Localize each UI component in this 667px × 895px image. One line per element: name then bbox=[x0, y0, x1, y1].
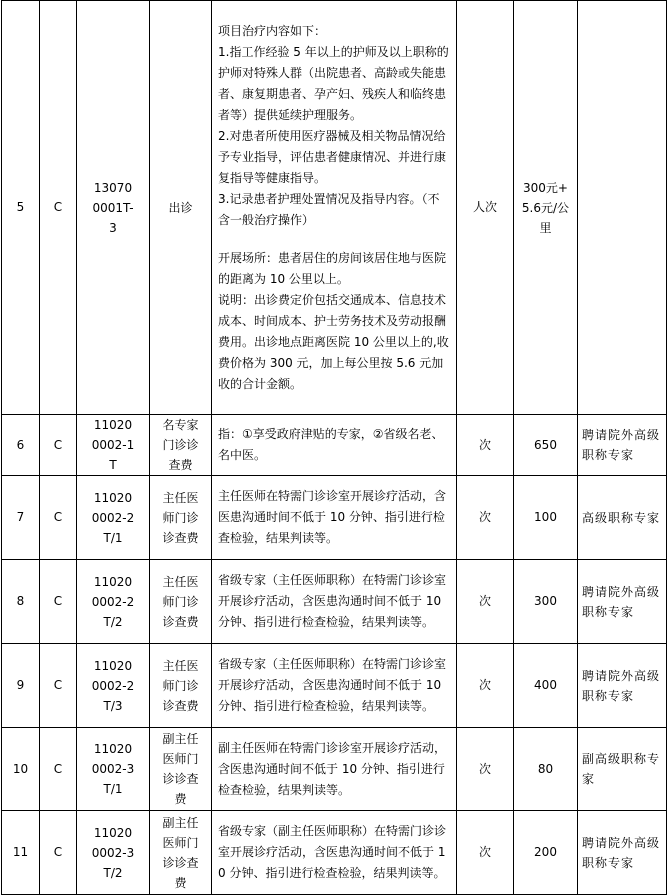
category: C bbox=[40, 415, 77, 476]
row-number: 8 bbox=[2, 560, 40, 644]
category: C bbox=[40, 560, 77, 644]
unit: 人次 bbox=[457, 1, 514, 415]
item-content: 主任医师在特需门诊诊室开展诊疗活动，含医患沟通时间不低于 10 分钟、指引进行检查检验，结果判读等。 bbox=[212, 476, 457, 560]
content-spacer bbox=[218, 231, 450, 248]
price: 300元+5.6元/公里 bbox=[514, 1, 578, 415]
item-name: 主任医师门诊诊查费 bbox=[150, 644, 212, 728]
price: 300 bbox=[514, 560, 578, 644]
unit: 次 bbox=[457, 415, 514, 476]
item-code: 110200002-3T/2 bbox=[77, 811, 150, 895]
item-name: 副主任医师门诊诊查费 bbox=[150, 728, 212, 811]
item-content bbox=[212, 1, 457, 415]
table-row bbox=[2, 644, 667, 728]
item-name: 名专家门诊诊查费 bbox=[150, 415, 212, 476]
price: 200 bbox=[514, 811, 578, 895]
table-row bbox=[2, 415, 667, 476]
note: 聘请院外高级职称专家 bbox=[578, 415, 667, 476]
fee-table bbox=[1, 0, 667, 895]
item-content: 省级专家（主任医师职称）在特需门诊诊室开展诊疗活动，含医患沟通时间不低于 10 分钟、指引进行检查检验，结果判读等。 bbox=[212, 560, 457, 644]
unit: 次 bbox=[457, 476, 514, 560]
category: C bbox=[40, 728, 77, 811]
item-code: 110200002-1T bbox=[77, 415, 150, 476]
table-row bbox=[2, 1, 667, 415]
category: C bbox=[40, 1, 77, 415]
row-number: 6 bbox=[2, 415, 40, 476]
item-code: 110200002-2T/3 bbox=[77, 644, 150, 728]
price: 400 bbox=[514, 644, 578, 728]
row-number: 9 bbox=[2, 644, 40, 728]
item-code: 110200002-3T/1 bbox=[77, 728, 150, 811]
row-number: 7 bbox=[2, 476, 40, 560]
unit: 次 bbox=[457, 560, 514, 644]
category: C bbox=[40, 476, 77, 560]
price: 80 bbox=[514, 728, 578, 811]
item-content: 副主任医师在特需门诊诊室开展诊疗活动，含医患沟通时间不低于 10 分钟、指引进行检查检验，结果判读等。 bbox=[212, 728, 457, 811]
content-line: 说明：出诊费定价包括交通成本、信息技术成本、时间成本、护士劳务技术及劳动报酬费用。出诊地点距离医院 10 公里以上的,收费价格为 300 元，加上每公里按 5.6 元加收的合计金额。 bbox=[218, 292, 449, 391]
content-line: 2.对患者所使用医疗器械及相关物品情况给予专业指导，评估患者健康情况、并进行康复指导等健康指导。 bbox=[218, 128, 447, 185]
item-code: 110200002-2T/1 bbox=[77, 476, 150, 560]
price: 650 bbox=[514, 415, 578, 476]
category: C bbox=[40, 644, 77, 728]
note bbox=[578, 1, 667, 415]
row-number: 11 bbox=[2, 811, 40, 895]
unit: 次 bbox=[457, 644, 514, 728]
unit: 次 bbox=[457, 728, 514, 811]
table-row bbox=[2, 476, 667, 560]
item-name: 主任医师门诊诊查费 bbox=[150, 476, 212, 560]
row-number: 10 bbox=[2, 728, 40, 811]
unit: 次 bbox=[457, 811, 514, 895]
item-name: 主任医师门诊诊查费 bbox=[150, 560, 212, 644]
item-code: 110200002-2T/2 bbox=[77, 560, 150, 644]
note: 聘请院外高级职称专家 bbox=[578, 560, 667, 644]
content-line: 项目治疗内容如下： bbox=[218, 23, 327, 38]
table-row bbox=[2, 560, 667, 644]
note: 聘请院外高级职称专家 bbox=[578, 811, 667, 895]
item-content: 省级专家（副主任医师职称）在特需门诊诊室开展诊疗活动，含医患沟通时间不低于 10 分钟、指引进行检查检验，结果判读等。 bbox=[212, 811, 457, 895]
note: 副高级职称专家 bbox=[578, 728, 667, 811]
category: C bbox=[40, 811, 77, 895]
table-row bbox=[2, 728, 667, 811]
note: 聘请院外高级职称专家 bbox=[578, 644, 667, 728]
item-content: 指：①享受政府津贴的专家，②省级名老、名中医。 bbox=[212, 415, 457, 476]
item-code: 130700001T-3 bbox=[77, 1, 150, 415]
content-line: 1.指工作经验 5 年以上的护师及以上职称的护师对特殊人群（出院患者、高龄或失能患者、康复期患者、孕产妇、残疾人和临终患者等）提供延续护理服务。 bbox=[218, 44, 449, 122]
item-content: 省级专家（主任医师职称）在特需门诊诊室开展诊疗活动，含医患沟通时间不低于 10 分钟、指引进行检查检验，结果判读等。 bbox=[212, 644, 457, 728]
item-name: 副主任医师门诊诊查费 bbox=[150, 811, 212, 895]
row-number: 5 bbox=[2, 1, 40, 415]
price: 100 bbox=[514, 476, 578, 560]
item-name: 出诊 bbox=[150, 1, 212, 415]
content-line: 开展场所：患者居住的房间该居住地与医院的距离为 10 公里以上。 bbox=[218, 250, 447, 286]
note: 高级职称专家 bbox=[578, 476, 667, 560]
content-line: 3.记录患者护理处置情况及指导内容。（不含一般治疗操作） bbox=[218, 191, 440, 227]
